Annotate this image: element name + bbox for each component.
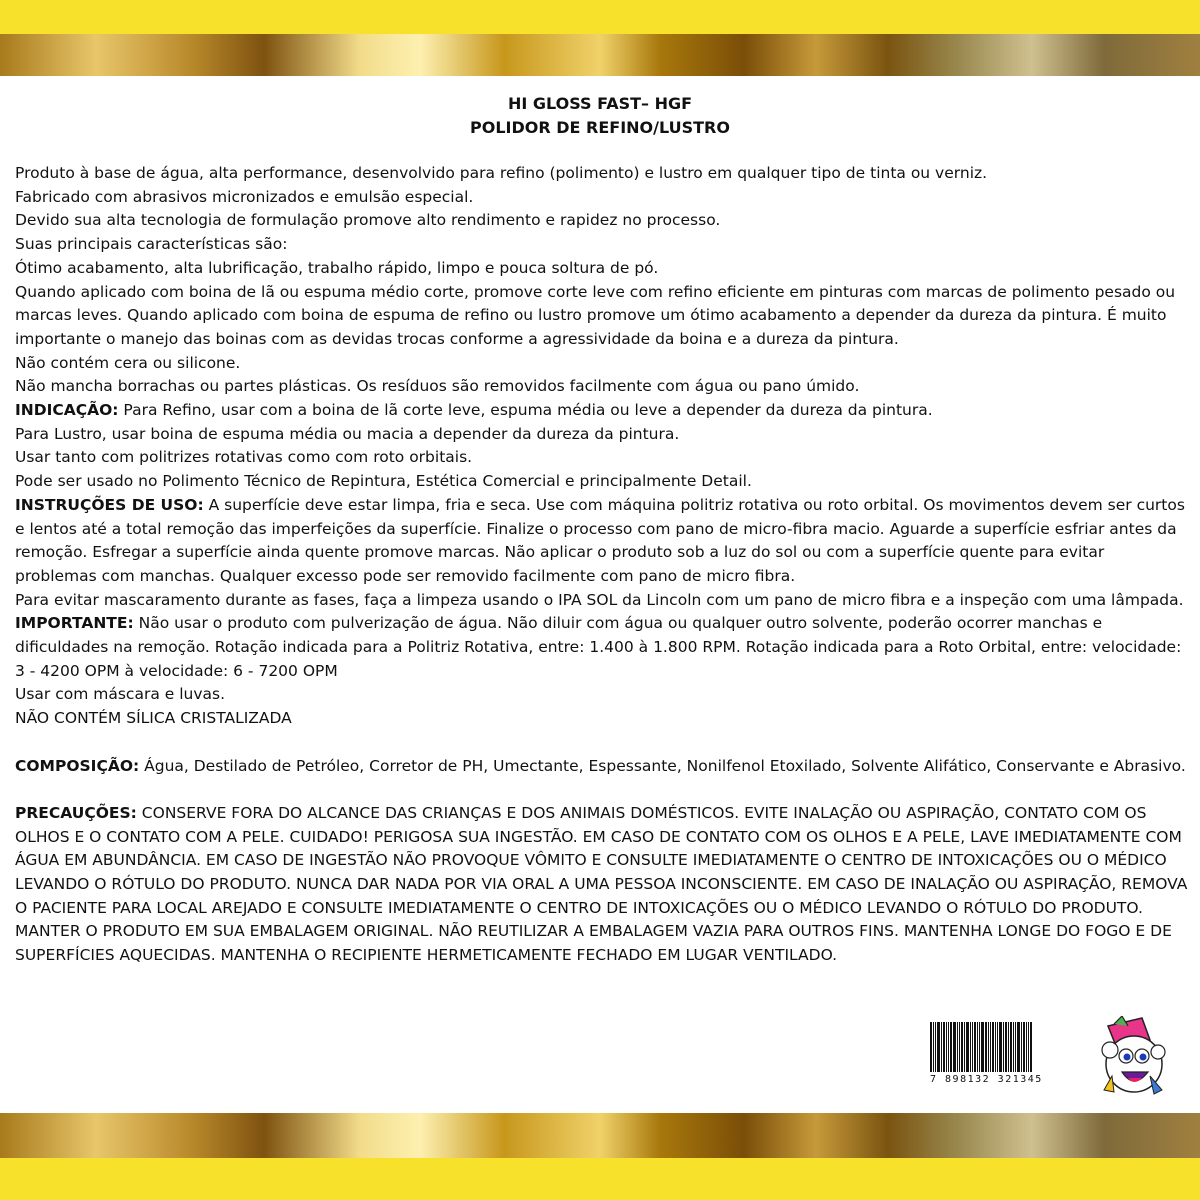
paragraph: Pode ser usado no Polimento Técnico de Repintura, Estética Comercial e principalmente Detail. xyxy=(15,472,752,491)
barcode-bar xyxy=(992,1022,994,1072)
product-title xyxy=(0,92,1200,140)
barcode-bar xyxy=(933,1022,934,1072)
barcode-bar xyxy=(950,1022,952,1072)
paragraph: Produto à base de água, alta performance, desenvolvido para refino (polimento) e lustro em qualquer tipo de tinta ou verniz. xyxy=(15,164,988,182)
barcode-bar xyxy=(1015,1022,1016,1072)
barcode-bar xyxy=(995,1022,996,1072)
barcode-bar xyxy=(997,1022,998,1072)
barcode-bar xyxy=(981,1022,984,1072)
spacer xyxy=(15,731,1190,755)
title-line-2: POLIDOR DE REFINO/LUSTRO xyxy=(470,118,730,137)
barcode-bar xyxy=(941,1022,942,1072)
mascot-logo-icon xyxy=(1092,1016,1178,1098)
paragraph: Usar tanto com politrizes rotativas como com roto orbitais. xyxy=(15,448,473,467)
product-description xyxy=(15,162,1190,968)
barcode-bar xyxy=(1023,1022,1025,1072)
bottom-gold-band xyxy=(0,1113,1200,1158)
bottom-yellow-band xyxy=(0,1158,1200,1200)
importante-text: Não usar o produto com pulverização de água. Não diluir com água ou qualquer outro solvente, poderão ocorrer manchas e dificuldades na remoção. Rotação indicada para a Politriz Rotativa, entre: 1.400 à 1.800 RPM. Rotação indicada para a Roto Orbital, entre: velocidade: 3 - 4200 OPM à velocidade: 6 - 7200 OPM xyxy=(15,614,1182,680)
barcode-bar xyxy=(974,1022,976,1072)
barcode-bar xyxy=(961,1022,963,1072)
paragraph: Quando aplicado com boina de lã ou espuma médio corte, promove corte leve com refino eficiente em pinturas com marcas de polimento pesado ou marcas leves. Quando aplicado com boina de espuma de refino ou lustro promove um ótimo acabamento a depender da dureza da pintura. É muito importante o manejo das boinas com as devidas trocas conforme a agressividade da boina e a dureza da pintura. xyxy=(15,282,1176,348)
barcode-bar xyxy=(943,1022,945,1072)
barcode-bar xyxy=(966,1022,969,1072)
importante-section xyxy=(15,612,1190,683)
barcode-bar xyxy=(959,1022,960,1072)
barcode-bar xyxy=(1026,1022,1027,1072)
instrucoes-section xyxy=(15,494,1190,589)
instrucoes-text: A superfície deve estar limpa, fria e seca. Use com máquina politriz rotativa ou roto orbital. Os movimentos devem ser curtos e lentos até a total remoção das imperfeições da superfície. Finalize o processo com pano de micro-fibra macio. Aguarde a superfície esfriar antes da remoção. Esfregar a superfície ainda quente promove marcas. Não aplicar o produto sob a luz do sol ou com a superfície quente para evitar problemas com manchas. Qualquer excesso pode ser removido facilmente com pano de micro fibra. xyxy=(15,495,1185,585)
paragraph: Suas principais características são: xyxy=(15,235,288,254)
barcode xyxy=(930,1022,1055,1092)
barcode-bar xyxy=(990,1022,991,1072)
barcode-bar xyxy=(977,1022,978,1072)
barcode-bar xyxy=(1013,1022,1014,1072)
paragraph: Devido sua alta tecnologia de formulação promove alto rendimento e rapidez no processo. xyxy=(15,211,721,230)
barcode-bar xyxy=(972,1022,973,1072)
indicacao-label: INDICAÇÃO: xyxy=(15,401,119,420)
barcode-bar xyxy=(1030,1022,1032,1072)
barcode-bar xyxy=(953,1022,956,1072)
precaucoes-text: CONSERVE FORA DO ALCANCE DAS CRIANÇAS E DOS ANIMAIS DOMÉSTICOS. EVITE INALAÇÃO OU ASPIRAÇÃO, CONTATO COM OS OLHOS E O CONTATO COM A PELE. CUIDADO! PERIGOSA SUA INGESTÃO. EM CASO DE CONTATO COM OS OLHOS E A PELE, LAVE IMEDIATAMENTE COM ÁGUA EM ABUNDÂNCIA. EM CASO DE INGESTÃO NÃO PROVOQUE VÔMITO E CONSULTE IMEDIATAMENTE O CENTRO DE INTOXICAÇÕES OU O MÉDICO LEVANDO O RÓTULO DO PRODUTO. NUNCA DAR NADA POR VIA ORAL A UMA PESSOA INCONSCIENTE. EM CASO DE INALAÇÃO OU ASPIRAÇÃO, REMOVA O PACIENTE PARA LOCAL AREJADO E CONSULTE IMEDIATAMENTE O CENTRO DE INTOXICAÇÕES OU O MÉDICO LEVANDO O RÓTULO DO PRODUTO. MANTER O PRODUTO EM SUA EMBALAGEM ORIGINAL. NÃO REUTILIZAR A EMBALAGEM VAZIA PARA OUTROS FINS. MANTENHA LONGE DO FOGO E DE SUPERFÍCIES AQUECIDAS. MANTENHA O RECIPIENTE HERMETICAMENTE FECHADO EM LUGAR VENTILADO. xyxy=(15,803,1188,965)
barcode-bar xyxy=(1005,1022,1007,1072)
indicacao-section xyxy=(15,399,1190,423)
indicacao-text: Para Refino, usar com a boina de lã corte leve, espuma média ou leve a depender da dureza da pintura. xyxy=(118,401,933,420)
barcode-bars xyxy=(930,1022,1055,1072)
instrucoes-label: INSTRUÇÕES DE USO: xyxy=(15,495,204,514)
barcode-bar xyxy=(930,1022,932,1072)
barcode-bar xyxy=(1017,1022,1020,1072)
barcode-bar xyxy=(985,1022,987,1072)
barcode-bar xyxy=(948,1022,949,1072)
spacer xyxy=(15,778,1190,802)
barcode-bar xyxy=(979,1022,980,1072)
barcode-bar xyxy=(1021,1022,1022,1072)
barcode-bar xyxy=(1008,1022,1009,1072)
barcode-bar xyxy=(937,1022,940,1072)
composicao-section xyxy=(15,755,1190,779)
precaucoes-section xyxy=(15,802,1190,968)
barcode-bar xyxy=(935,1022,936,1072)
top-gold-band xyxy=(0,34,1200,76)
paragraph: Não contém cera ou silicone. xyxy=(15,353,241,372)
paragraph: Ótimo acabamento, alta lubrificação, trabalho rápido, limpo e pouca soltura de pó. xyxy=(15,258,659,277)
barcode-bar xyxy=(988,1022,989,1072)
paragraph: Para Lustro, usar boina de espuma média ou macia a depender da dureza da pintura. xyxy=(15,424,680,443)
barcode-bar xyxy=(1010,1022,1012,1072)
precaucoes-label: PRECAUÇÕES: xyxy=(15,803,137,822)
top-yellow-band xyxy=(0,0,1200,34)
importante-label: IMPORTANTE: xyxy=(15,614,134,633)
barcode-bar xyxy=(957,1022,958,1072)
barcode-bar xyxy=(1003,1022,1004,1072)
composicao-text: Água, Destilado de Petróleo, Corretor de PH, Umectante, Espessante, Nonilfenol Etoxilado, Solvente Alifático, Conservante e Abrasivo. xyxy=(139,756,1186,775)
barcode-bar xyxy=(999,1022,1002,1072)
paragraph: Para evitar mascaramento durante as fases, faça a limpeza usando o IPA SOL da Lincoln com um pano de micro fibra e a inspeção com uma lâmpada. xyxy=(15,590,1184,609)
paragraph: Fabricado com abrasivos micronizados e emulsão especial. xyxy=(15,187,474,206)
barcode-bar xyxy=(946,1022,947,1072)
barcode-bar xyxy=(970,1022,971,1072)
barcode-number: 7 898132 321345 xyxy=(930,1074,1043,1085)
title-line-1: HI GLOSS FAST– HGF xyxy=(507,94,693,113)
barcode-bar xyxy=(1028,1022,1029,1072)
paragraph: Usar com máscara e luvas. xyxy=(15,685,226,704)
composicao-label: COMPOSIÇÃO: xyxy=(15,756,140,775)
paragraph: Não mancha borrachas ou partes plásticas. Os resíduos são removidos facilmente com água ou pano úmido. xyxy=(15,377,860,396)
paragraph: NÃO CONTÉM SÍLICA CRISTALIZADA xyxy=(15,709,292,728)
barcode-bar xyxy=(964,1022,965,1072)
